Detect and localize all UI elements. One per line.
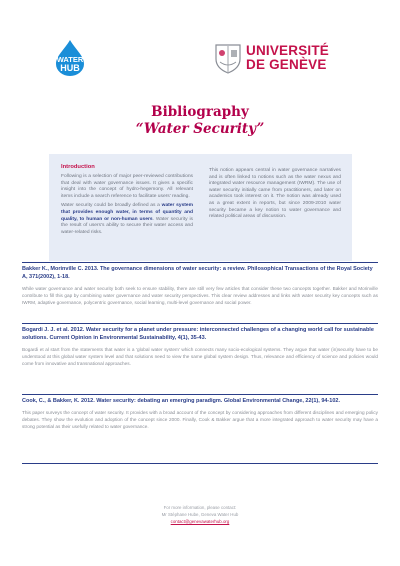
divider [22,394,378,395]
document-title [0,104,400,138]
water-hub-logo [50,38,90,78]
entry-citation: Bogardi J. J. et al. 2012. Water security for a planet under pressure: interconnected challenges of a changing world call for sustainable solutions. Current Opinion in Environmental Sustainability, 4(1), 35-43. [22,327,374,341]
university-seal-icon [213,42,243,74]
entry-summary: Bogardi et al start from the statements that water is a 'global water system' which connects many socio-ecological systems. They argue that water (in)security have to be understood at this global water system level and that solutions need to view the same global system design. Thus, relevance and efficiency of science and policies would come from innovative and transnational approaches. [22,346,378,366]
introduction-left-column [61,174,193,239]
intro-paragraph-3: This notion appears central in water governance narratives and is often linked to notions such as the water nexus and integrated water resource management (IWRM). The use of water security initially came from practitioners, and later on academics took interest on it. The notion was already used as a great extent in reports, but since 2009-2010 water security became a key notion to water governance and related political areas of discussion. [209,168,341,220]
bibliography-entry [22,327,378,367]
university-name-line1: UNIVERSITÉ [246,43,330,58]
logo-line-water: WATER [56,55,84,64]
university-name [246,44,329,72]
entry-summary: This paper surveys the concept of water security. It provides with a broad account of the concept by considering approaches from different disciplines and emerging policy debates. They show the evolution and adoption of the concept since 2000. Finally, Cook & Bakker argue that a more integrated approach to water security may have a strong potential as their usefully related to water governance. [22,409,378,430]
intro-paragraph-1: Following is a selection of major peer-reviewed contributions that deal with water governance issues. It gives a specific insight into the concept of hydro-hegemony. All relevant items include a search reference to facilitate users' reading. [61,174,193,199]
footer-contact-line: For more information, please contact: [163,505,237,510]
university-logo [213,41,363,77]
footer-contact-name: Mr Stéphane Hube, Geneva Water Hub [161,512,239,518]
divider [22,262,378,263]
entry-summary: While water governance and water security both seek to ensure stability, there are still very few articles that consider these two concepts together. Bakker and Morinville contribute to fill this gap by combining water governance and water security perspectives. This clear review addresses and links with water security key concepts such as IWRM, adaptive governance, polycentric governance, social learning, multi-level governance and social power. [22,285,378,305]
introduction-right-column [209,168,341,224]
university-name-line2: DE GENÈVE [246,57,327,72]
title-topic: “Water Security” [135,121,265,137]
footer-email-link[interactable]: contact@genevawaterhub.org [170,519,230,525]
bibliography-entry [22,398,378,430]
page-footer [0,504,400,526]
logo-line-hub: HUB [60,63,80,73]
page-header [0,0,400,82]
title-bibliography: Bibliography [151,104,249,120]
divider [22,463,378,464]
intro-p2-prefix: Water security could be broadly defined as a [61,203,162,209]
bibliography-entry [22,266,378,306]
intro-p2-suffix: . Water security is the result of users's ability to secure their water access and water-related risks. [61,216,193,235]
entry-citation: Bakker K., Morinville C. 2013. The governance dimensions of water security: a review. Philosophical Transactions of the Royal Society A, 371(2002), 1-18. [22,266,373,280]
introduction-box [49,154,352,261]
intro-p2-definition: water system that provides enough water, in terms of quantity and quality, to human or non-human users [61,203,194,222]
entry-citation: Cook, C., & Bakker, K. 2012. Water security: debating an emerging paradigm. Global Environmental Change, 22(1), 94-102. [22,398,340,404]
intro-paragraph-2 [61,203,193,236]
introduction-heading: Introduction [61,164,95,170]
divider [22,323,378,324]
